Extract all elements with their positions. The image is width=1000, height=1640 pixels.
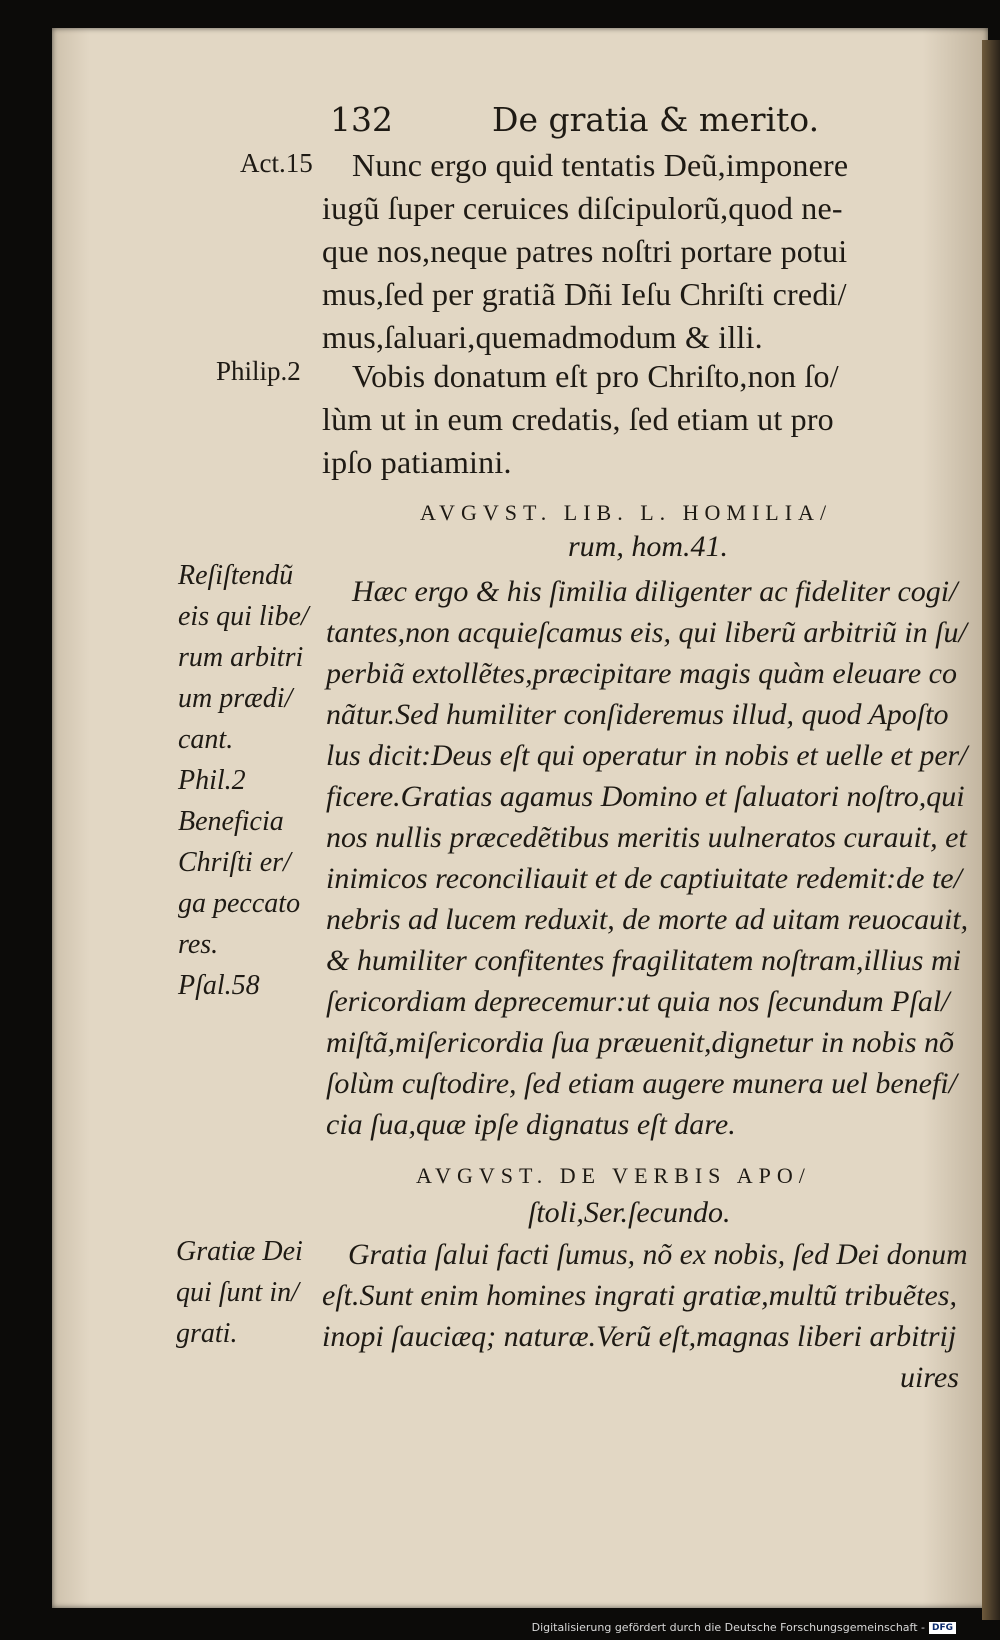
dfg-logo: DFG	[929, 1622, 956, 1634]
text-line: ipſo patiamini.	[322, 444, 512, 480]
text-line: Hæc ergo & his ſimilia diligenter ac fideliter cogi/	[352, 575, 958, 608]
margin-note: ga peccato	[178, 888, 301, 919]
page-number: 132	[330, 100, 393, 139]
text-line: ſolùm cuſtodire, ſed etiam augere munera uel benefi/	[326, 1067, 957, 1100]
margin-note: um prædi/	[178, 683, 293, 714]
text-line: miſtã,miſericordia ſua præuenit,dignetur in nobis nõ	[326, 1026, 955, 1059]
text-line: Vobis donatum eſt pro Chriſto,non ſo/	[352, 358, 839, 394]
credit-text: Digitalisierung gefördert durch die Deutsche Forschungsgemeinschaft -	[531, 1621, 925, 1634]
margin-note: eis qui libe/	[178, 601, 309, 632]
margin-note: Gratiæ Dei	[176, 1236, 303, 1267]
margin-note: Beneficia	[178, 806, 284, 837]
text-line: iugũ ſuper ceruices diſcipulorũ,quod ne-	[322, 190, 843, 226]
section-heading: AVGVST. LIB. L. HOMILIA/	[420, 500, 833, 525]
margin-note: Chriſti er/	[178, 847, 291, 878]
margin-note: Phil.2	[178, 765, 246, 796]
text-line: tantes,non acquieſcamus eis, qui liberũ arbitriũ in ſu/	[326, 616, 967, 649]
text-line: nebris ad lucem reduxit, de morte ad uitam reuocauit,	[326, 903, 969, 936]
text-line: lus dicit:Deus eſt qui operatur in nobis et uelle et per/	[326, 739, 968, 772]
margin-note: Pſal.58	[178, 970, 260, 1001]
text-line: lùm ut in eum credatis, ſed etiam ut pro	[322, 401, 834, 437]
margin-note: cant.	[178, 724, 234, 755]
text-line: inimicos reconciliauit et de captiuitate redemit:de te/	[326, 862, 962, 895]
text-line: ficere.Gratias agamus Domino et ſaluatori noſtro,qui	[326, 780, 965, 813]
running-title: De gratia & merito.	[492, 100, 820, 139]
section-subheading: rum, hom.41.	[568, 530, 729, 563]
text-line: Nunc ergo quid tentatis Deũ,imponere	[352, 147, 849, 183]
text-line: cia ſua,quæ ipſe dignatus eſt dare.	[326, 1108, 736, 1141]
text-line: mus,ſaluari,quemadmodum & illi.	[322, 319, 763, 355]
margin-note: Reſiſtendũ	[178, 560, 294, 591]
text-line: ſericordiam deprecemur:ut quia nos ſecundum Pſal/	[326, 985, 950, 1018]
text-line: perbiã extollẽtes,præcipitare magis quàm eleuare co	[326, 657, 957, 690]
text-line: Gratia ſalui facti ſumus, nõ ex nobis, ſed Dei donum	[348, 1238, 968, 1271]
section-subheading: ſtoli,Ser.ſecundo.	[528, 1196, 731, 1229]
margin-note: Act.15	[240, 148, 313, 178]
text-line: eſt.Sunt enim homines ingrati gratiæ,multũ tribuẽtes,	[322, 1279, 957, 1312]
text-line: que nos,neque patres noſtri portare potui	[322, 233, 848, 269]
digitization-credit	[532, 1621, 956, 1634]
margin-note: grati.	[176, 1318, 238, 1349]
text-line: & humiliter confitentes fragilitatem noſtram,illius mi	[326, 944, 961, 977]
text-line: mus,ſed per gratiã Dñi Ieſu Chriſti credi/	[322, 276, 847, 312]
margin-note: rum arbitri	[178, 642, 304, 673]
margin-note: res.	[178, 929, 219, 960]
text-line: nos nullis præcedẽtibus meritis uulneratos curauit, et	[326, 821, 967, 854]
section-heading: AVGVST. DE VERBIS APO/	[416, 1163, 811, 1188]
text-line: nãtur.Sed humiliter conſideremus illud, quod Apoſto	[326, 698, 949, 731]
catchword: uires	[900, 1361, 959, 1394]
margin-note: qui ſunt in/	[176, 1277, 299, 1308]
book-spine	[982, 40, 1000, 1620]
text-line: inopi ſauciæq; naturæ.Verũ eſt,magnas liberi arbitrij	[322, 1320, 957, 1353]
margin-note: Philip.2	[216, 356, 301, 386]
